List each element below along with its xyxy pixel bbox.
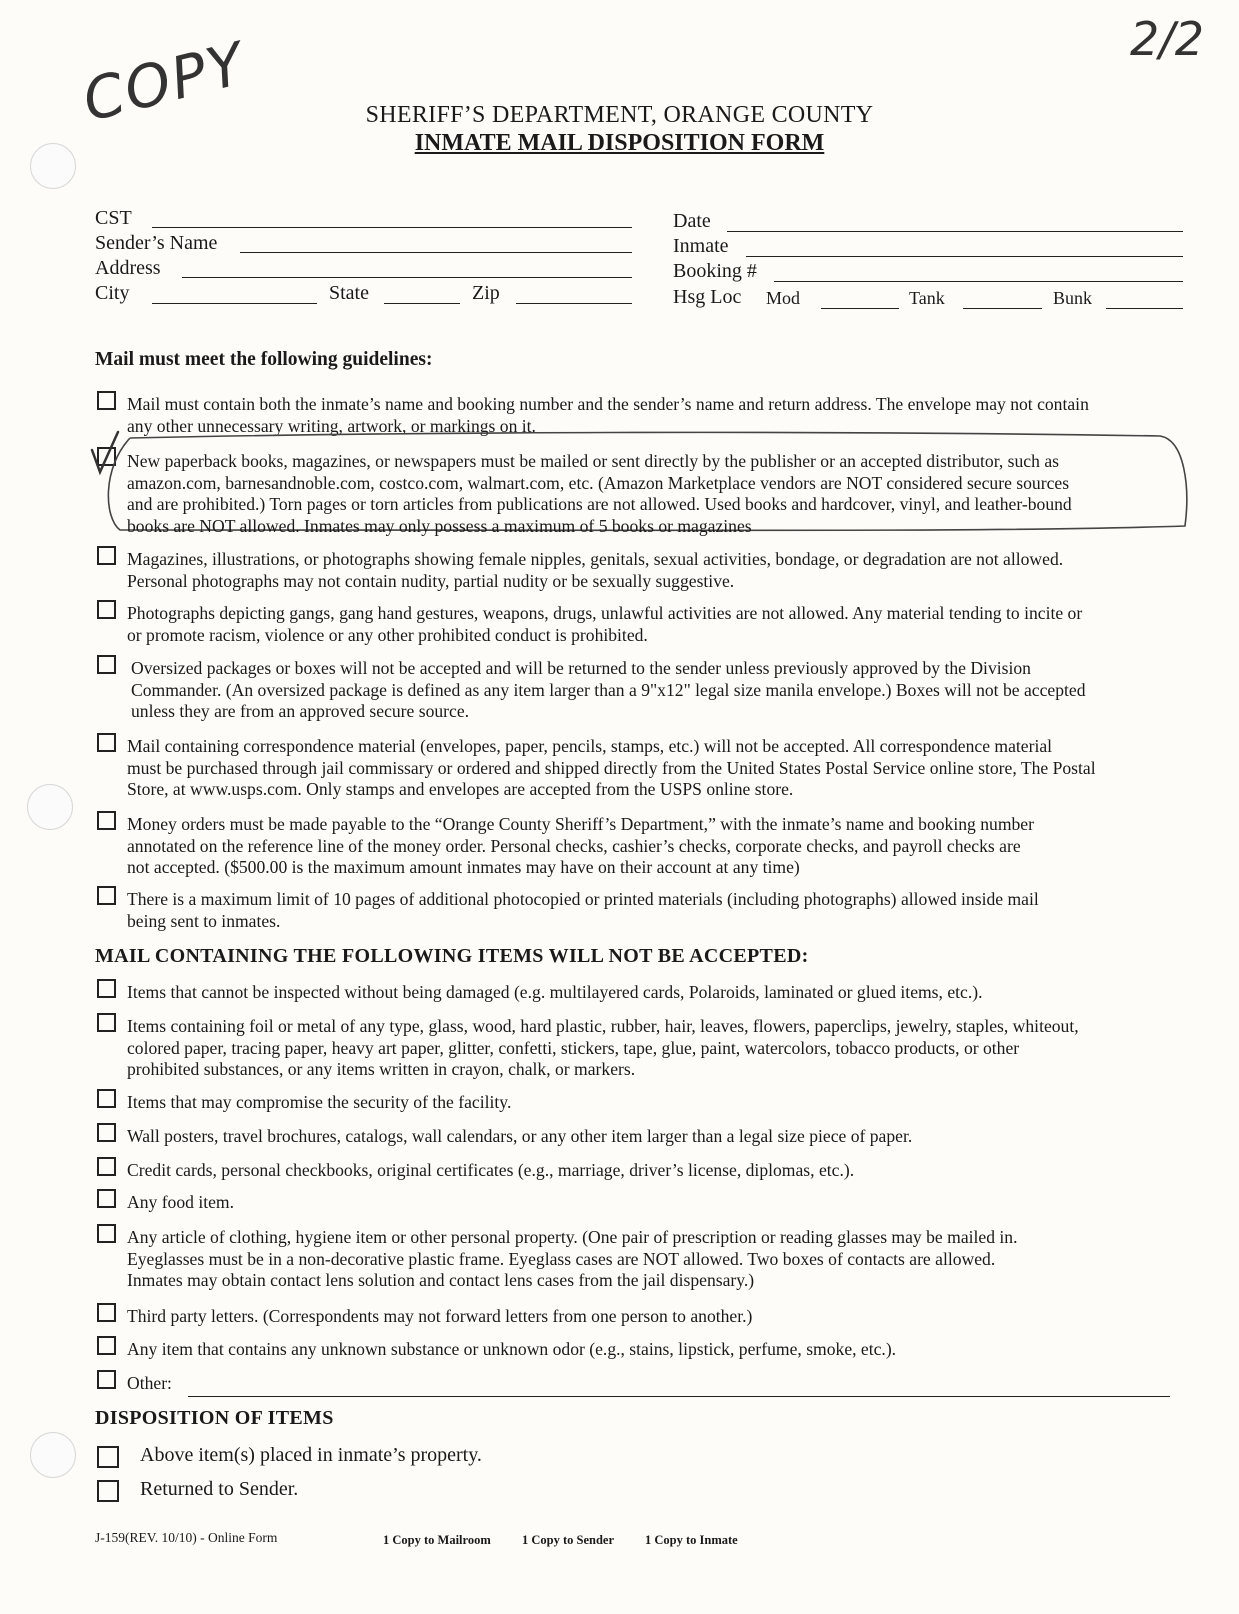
not-accepted-item-3: Items that may compromise the security of the facility. <box>127 1092 512 1112</box>
disposition-heading: DISPOSITION OF ITEMS <box>95 1407 334 1429</box>
guideline-item-4: Photographs depicting gangs, gang hand gestures, weapons, drugs, unlawful activities are not allowed. Any material tending to incite or or promote racism, violence or any other prohibited conduct is prohibited. <box>127 603 1083 645</box>
city-label: City <box>95 282 130 304</box>
bunk-field[interactable] <box>1106 308 1183 309</box>
not-accepted-item-9: Any item that contains any unknown substance or unknown odor (e.g., stains, lipstick, perfume, smoke, etc.). <box>127 1339 897 1359</box>
placed-in-property-label: Above item(s) placed in inmate’s property. <box>140 1444 482 1466</box>
department-title: SHERIFF’S DEPARTMENT, ORANGE COUNTY <box>365 102 874 128</box>
handwritten-page-mark: 2/2 <box>1130 12 1205 66</box>
copy-to-inmate: 1 Copy to Inmate <box>645 1533 738 1547</box>
punch-hole-middle <box>27 784 73 830</box>
returned-to-sender-checkbox[interactable] <box>97 1480 119 1502</box>
guideline-checkbox-5[interactable] <box>97 655 116 674</box>
not-accepted-item-5: Credit cards, personal checkbooks, original certificates (e.g., marriage, driver’s license, diplomas, etc.). <box>127 1160 855 1180</box>
not-accepted-checkbox-9[interactable] <box>97 1336 116 1355</box>
not-accepted-item-6: Any food item. <box>127 1192 235 1212</box>
city-field[interactable] <box>152 303 317 304</box>
booking-field[interactable] <box>774 281 1183 282</box>
returned-to-sender-label: Returned to Sender. <box>140 1478 299 1500</box>
zip-field[interactable] <box>516 303 632 304</box>
not-accepted-item-7: Any article of clothing, hygiene item or other personal property. (One pair of prescription or reading glasses may be mailed in. Eyeglasses must be in a non-decorative plastic frame. Eyeglass cases are NOT allowed. Two boxes of contacts are allowed. Inmates may obtain contact lens solution and contact lens cases from the jail dispensary.) <box>127 1227 1018 1290</box>
cst-field[interactable] <box>152 227 632 228</box>
guideline-checkbox-6[interactable] <box>97 733 116 752</box>
handwritten-copy-mark: COPY <box>76 29 253 135</box>
hsg-loc-label: Hsg Loc <box>673 286 742 308</box>
guideline-item-6: Mail containing correspondence material (envelopes, paper, pencils, stamps, etc.) will not be accepted. All correspondence material must be purchased through jail commissary or ordered and shipped directly from the United States Postal Service online store, The Postal Store, at www.usps.com. Only stamps and envelopes are accepted from the USPS online store. <box>127 736 1096 799</box>
not-accepted-checkbox-6[interactable] <box>97 1189 116 1208</box>
guideline-item-2: New paperback books, magazines, or newspapers must be mailed or sent directly by the publisher or an accepted distributor, such as amazon.com, barnesandnoble.com, costco.com, walmart.com, etc. (Amazon Marketplace vendors are NOT considered secure sources and are prohibited.) Torn pages or torn articles from publications are not allowed. Used books and hardcover, vinyl, and leather-bound books are NOT allowed. Inmates may only possess a maximum of 5 books or magazines <box>127 451 1072 536</box>
address-field[interactable] <box>182 277 632 278</box>
guideline-item-3: Magazines, illustrations, or photographs showing female nipples, genitals, sexual activities, bondage, or degradation are not allowed. Personal photographs may not contain nudity, partial nudity or be sexually suggestive. <box>127 549 1064 591</box>
guideline-checkbox-1[interactable] <box>97 391 116 410</box>
not-accepted-item-2: Items containing foil or metal of any type, glass, wood, hard plastic, rubber, hair, leaves, flowers, paperclips, jewelry, staples, whiteout, colored paper, tracing paper, heavy art paper, glitter, confetti, stickers, tape, glue, paint, watercolors, tobacco products, or other prohibited substances, or any items written in crayon, chalk, or markers. <box>127 1016 1079 1079</box>
not-accepted-checkbox-4[interactable] <box>97 1123 116 1142</box>
cst-label: CST <box>95 207 132 229</box>
form-number: J-159(REV. 10/10) - Online Form <box>95 1530 278 1545</box>
not-accepted-item-4: Wall posters, travel brochures, catalogs, wall calendars, or any other item larger than a legal size piece of paper. <box>127 1126 913 1146</box>
zip-label: Zip <box>472 282 500 304</box>
not-accepted-checkbox-5[interactable] <box>97 1157 116 1176</box>
tank-label: Tank <box>909 288 945 308</box>
form-title: INMATE MAIL DISPOSITION FORM <box>414 130 825 156</box>
copy-to-mailroom: 1 Copy to Mailroom <box>383 1533 491 1547</box>
state-field[interactable] <box>384 303 460 304</box>
state-label: State <box>329 282 369 304</box>
guideline-item-5: Oversized packages or boxes will not be accepted and will be returned to the sender unless previously approved by the Division Commander. (An oversized package is defined as any item larger than a 9"x12" legal size manila envelope.) Boxes will not be accepted unless they are from an approved secure source. <box>131 658 1086 721</box>
other-field[interactable] <box>188 1396 1170 1397</box>
mod-label: Mod <box>766 288 801 308</box>
not-accepted-checkbox-3[interactable] <box>97 1089 116 1108</box>
guideline-checkbox-3[interactable] <box>97 546 116 565</box>
not-accepted-checkbox-1[interactable] <box>97 979 116 998</box>
tank-field[interactable] <box>963 308 1042 309</box>
punch-hole-bottom <box>30 1432 76 1478</box>
not-accepted-checkbox-2[interactable] <box>97 1013 116 1032</box>
not-accepted-item-8: Third party letters. (Correspondents may not forward letters from one person to another.) <box>127 1306 753 1326</box>
guideline-item-1: Mail must contain both the inmate’s name and booking number and the sender’s name and return address. The envelope may not contain any other unnecessary writing, artwork, or markings on it. <box>127 394 1089 436</box>
guidelines-heading: Mail must meet the following guidelines: <box>95 349 433 370</box>
other-checkbox[interactable] <box>97 1370 116 1389</box>
not-accepted-heading: MAIL CONTAINING THE FOLLOWING ITEMS WILL NOT BE ACCEPTED: <box>95 945 809 967</box>
guideline-item-8: There is a maximum limit of 10 pages of additional photocopied or printed materials (including photographs) allowed inside mail being sent to inmates. <box>127 889 1039 931</box>
address-label: Address <box>95 257 161 279</box>
guideline-checkbox-4[interactable] <box>97 600 116 619</box>
not-accepted-item-1: Items that cannot be inspected without being damaged (e.g. multilayered cards, Polaroids, laminated or glued items, etc.). <box>127 982 983 1002</box>
mod-field[interactable] <box>821 308 899 309</box>
not-accepted-checkbox-7[interactable] <box>97 1224 116 1243</box>
sender-name-label: Sender’s Name <box>95 232 218 254</box>
copy-to-sender: 1 Copy to Sender <box>522 1533 615 1547</box>
date-label: Date <box>673 210 711 232</box>
not-accepted-checkbox-8[interactable] <box>97 1303 116 1322</box>
date-field[interactable] <box>727 231 1183 232</box>
inmate-label: Inmate <box>673 235 729 257</box>
bunk-label: Bunk <box>1053 288 1093 308</box>
inmate-field[interactable] <box>746 256 1183 257</box>
sender-name-field[interactable] <box>240 252 632 253</box>
guideline-checkbox-8[interactable] <box>97 886 116 905</box>
guideline-checkbox-7[interactable] <box>97 811 116 830</box>
guideline-item-7: Money orders must be made payable to the “Orange County Sheriff’s Department,” with the inmate’s name and booking number annotated on the reference line of the money order. Personal checks, cashier’s checks, corporate checks, and payroll checks are not accepted. ($500.00 is the maximum amount inmates may have on their account at any time) <box>127 814 1034 877</box>
booking-label: Booking # <box>673 260 757 282</box>
other-label: Other: <box>127 1373 172 1393</box>
placed-in-property-checkbox[interactable] <box>97 1446 119 1468</box>
